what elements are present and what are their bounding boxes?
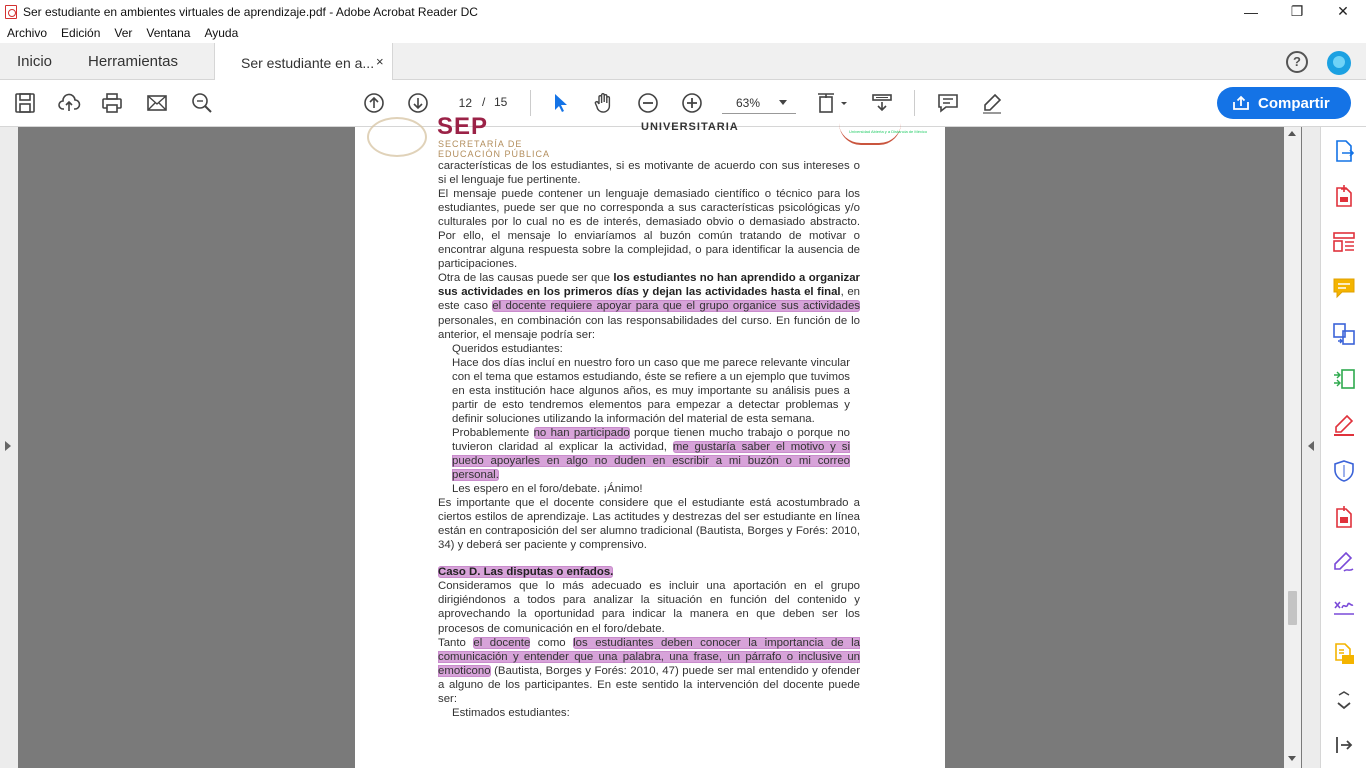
message-line: Les espero en el foro/debate. ¡Ánimo! (452, 483, 643, 496)
unadm-logo (839, 123, 901, 145)
protect-icon[interactable] (1332, 459, 1356, 483)
bold-text: los estudiantes no han aprendido a organizar sus actividades en los primeros días y dejan las actividades hasta el final (438, 272, 860, 299)
left-pane-toggle[interactable] (0, 127, 18, 768)
menu-ver[interactable]: Ver (114, 26, 133, 40)
sep-line2: EDUCACIÓN PÚBLICA (438, 149, 551, 159)
maximize-button[interactable]: ❐ (1290, 3, 1304, 19)
comment-icon[interactable] (936, 91, 960, 115)
plus-circle-icon[interactable] (680, 91, 704, 115)
minus-circle-icon[interactable] (636, 91, 660, 115)
tab-document-label: Ser estudiante en a... (241, 55, 375, 71)
highlight-annotation[interactable]: me gustaría saber el motivo y si puedo apoyarles en algo no duden en escribir a mi buzón o mi correo personal. (452, 440, 850, 482)
paragraph: características de los estudiantes, si es motivante de acuerdo con sus intereses o si el lenguaje fue pertinente. (438, 160, 860, 187)
zoom-search-icon[interactable] (190, 91, 214, 115)
send-review-icon[interactable] (1332, 642, 1356, 666)
right-pane-toggle[interactable] (1302, 127, 1320, 768)
paragraph: Es importante que el docente considere que el estudiante está acostumbrado a ciertos estilos de aprendizaje. Las actitudes y destrezas del ser estudiante en línea están en contraposición del ser alumno tradicional (Bautista, Borges y Forés: 2010, 34) y deberá ser paciente y comprensivo. (438, 497, 860, 552)
edit-pdf-icon[interactable] (1332, 413, 1356, 437)
share-button[interactable] (1217, 87, 1351, 119)
menu-edicion[interactable]: Edición (61, 26, 101, 40)
sep-logo: SEP (437, 113, 489, 140)
text-run: Probablemente (452, 426, 534, 439)
scroll-down-arrow-icon[interactable] (1288, 756, 1296, 761)
tab-document[interactable] (214, 43, 393, 80)
compress-icon[interactable] (1332, 367, 1356, 391)
save-icon[interactable] (13, 91, 37, 115)
tab-home[interactable]: Inicio (17, 53, 53, 70)
share-button-label: Compartir (1258, 94, 1330, 112)
scroll-up-arrow-icon[interactable] (1288, 131, 1296, 136)
envelope-icon[interactable] (145, 91, 169, 115)
highlight-annotation[interactable]: no han participado (533, 426, 630, 439)
tools-pane (1320, 127, 1366, 768)
mexico-seal-logo (367, 117, 427, 157)
organize-pages-icon[interactable] (1332, 230, 1356, 254)
scrollbar-thumb[interactable] (1288, 591, 1297, 625)
unadm-logo-text: Universidad Abierta y a Distancia de México (849, 129, 928, 134)
page-fit-icon[interactable] (816, 91, 850, 115)
certificate-icon[interactable] (1332, 596, 1356, 620)
text-run: porque tienen mucho trabajo o porque no tuvieron claridad al explicar la actividad, (452, 426, 850, 453)
help-icon[interactable]: ? (1286, 51, 1308, 73)
cursor-arrow-icon[interactable] (548, 91, 572, 115)
toolbar-divider (530, 90, 531, 116)
fill-sign-icon[interactable] (1332, 550, 1356, 574)
tab-tools[interactable]: Herramientas (88, 53, 179, 70)
zoom-level-select[interactable]: 63% (722, 92, 796, 114)
paragraph (438, 636, 860, 706)
expand-chevron-icon[interactable] (1332, 689, 1356, 713)
tab-close-icon[interactable]: × (376, 54, 384, 69)
collapse-pane-icon[interactable] (1332, 733, 1356, 757)
main-toolbar (0, 80, 1366, 127)
page-total: 15 (494, 95, 508, 109)
acrobat-app-icon (5, 5, 17, 19)
pdf-page (355, 113, 945, 768)
chevron-left-icon (1308, 441, 1314, 451)
tab-bar (0, 43, 1366, 80)
text-run: (Bautista, Borges y Forés: 2010, 47) puede ser mal entendido y ofender a alguno de los participantes. En este sentido la intervención del docente puede ser: (438, 664, 860, 705)
toolbar-divider (914, 90, 915, 116)
menu-archivo[interactable]: Archivo (7, 26, 48, 40)
highlight-annotation[interactable]: Caso D. Las disputas o enfados. (438, 566, 614, 579)
pen-highlight-icon[interactable] (980, 91, 1004, 115)
highlight-annotation[interactable]: el docente requiere apoyar para que el grupo organice sus actividades (492, 300, 861, 313)
university-label: UNIVERSITARIA (641, 121, 739, 133)
arrow-down-circle-icon[interactable] (406, 91, 430, 115)
scroll-mode-icon[interactable] (870, 91, 894, 115)
paragraph (438, 271, 860, 341)
menu-ventana[interactable]: Ventana (146, 26, 191, 40)
section-heading (438, 565, 860, 579)
close-window-button[interactable]: ✕ (1337, 3, 1349, 19)
message-line: Estimados estudiantes: (452, 706, 570, 719)
minimize-button[interactable]: — (1244, 3, 1258, 20)
export-pdf-icon[interactable] (1332, 139, 1356, 163)
spacer (438, 552, 860, 565)
chevron-right-icon (5, 441, 11, 451)
arrow-up-circle-icon[interactable] (362, 91, 386, 115)
paragraph: Consideramos que lo más adecuado es incluir una aportación en el grupo dirigiéndonos a todos para analizar la situación en función del contenido y aprovechando la oportunidad para indicar la manera en que deben ser los procesos de comunicación en el foro/debate. (438, 580, 860, 635)
message-paragraph: Hace dos días incluí en nuestro foro un caso que me parece relevante vincular con el tema que estamos estudiando, éste se refiere a un ejemplo que tuvimos en esta institución hace algunos años, es muy importante su análisis pues a partir de esto tendremos elementos para empezar a detectar problemas y definir soluciones utilizando la información del material de esta semana. (452, 356, 850, 425)
paragraph: El mensaje puede contener un lenguaje demasiado científico o técnico para los estudiantes, puede ser que no corresponda a sus características psicológicas y/o culturales por lo cual no es de interés, demasiado obvio o demasiado abstracto. Por ello, el mensaje lo enviaríamos al buzón común tratando de motivar o encontrar alguna respuesta sobre la complejidad, o para identificar la ausencia de participaciones. (438, 188, 860, 271)
combine-files-icon[interactable] (1332, 322, 1356, 346)
comment-tool-icon[interactable] (1332, 276, 1356, 300)
message-paragraph (452, 426, 850, 482)
text-run: Otra de las causas puede ser que (438, 272, 614, 285)
highlight-annotation[interactable]: el docente (473, 636, 531, 649)
print-icon[interactable] (100, 91, 124, 115)
window-title: Ser estudiante en ambientes virtuales de aprendizaje.pdf - Adobe Acrobat Reader DC (23, 4, 478, 19)
chevron-down-icon[interactable] (779, 100, 787, 105)
text-run: personales, en combinación con las responsabilidades del curso. En función de lo anterior, el mensaje podría ser: (438, 314, 860, 341)
hand-icon[interactable] (592, 91, 616, 115)
document-viewer[interactable] (0, 113, 1320, 768)
page-separator: / (482, 95, 486, 109)
page-content (438, 159, 860, 720)
redact-icon[interactable] (1332, 505, 1356, 529)
highlight-annotation[interactable]: los estudiantes deben conocer la importancia de la comunicación y entender que una palabra, una frase, un párrafo o inclusive un emoticono (438, 636, 860, 677)
text-run: como (530, 636, 574, 649)
share-icon (1233, 96, 1249, 110)
window-controls (1228, 0, 1366, 23)
sep-line1: SECRETARÍA DE (438, 139, 523, 149)
vertical-scrollbar[interactable] (1284, 127, 1301, 768)
menu-ayuda[interactable]: Ayuda (204, 26, 239, 40)
page-number-input[interactable]: 12 (458, 96, 472, 110)
text-run: , en este caso (438, 286, 861, 313)
create-pdf-icon[interactable] (1332, 184, 1356, 208)
menu-bar (0, 23, 1366, 43)
text-run: Tanto (438, 636, 474, 649)
cloud-upload-icon[interactable] (57, 91, 81, 115)
title-bar (0, 0, 1366, 23)
profile-avatar-icon[interactable] (1327, 51, 1351, 75)
message-line: Queridos estudiantes: (452, 342, 563, 355)
